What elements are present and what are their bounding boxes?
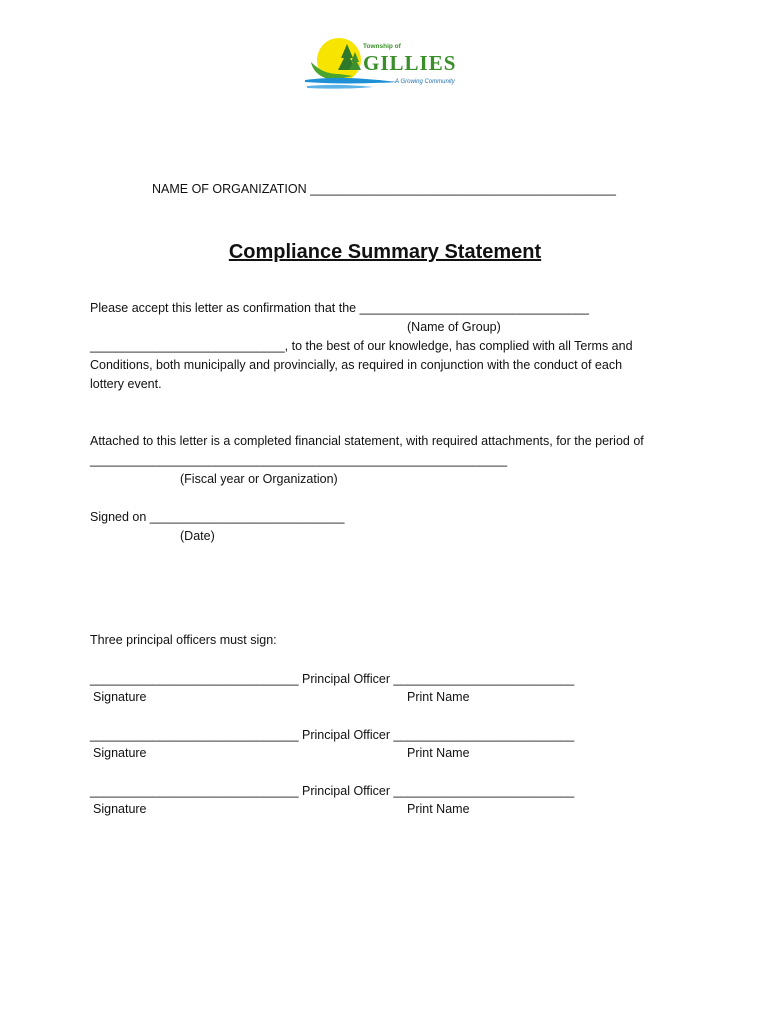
svg-text:Township of: Township of	[363, 43, 401, 50]
signed-on-line: Signed on ____________________________	[90, 510, 345, 524]
water-shape	[305, 78, 398, 84]
fiscal-year-caption: (Fiscal year or Organization)	[180, 472, 338, 486]
print-name-caption: Print Name	[407, 690, 470, 704]
para1-line3: Conditions, both municipally and provincially, as required in conjunction with the conduct of each	[90, 358, 623, 372]
organization-name-line: NAME OF ORGANIZATION ____________________________________________	[152, 182, 616, 196]
document-title: Compliance Summary Statement	[228, 241, 542, 263]
print-name-caption: Print Name	[407, 746, 470, 760]
township-logo	[303, 36, 473, 96]
para1-line1: Please accept this letter as confirmation that the _________________________________	[90, 301, 589, 315]
officer-signature-line: ______________________________ Principal Officer __________________________	[90, 672, 575, 686]
name-of-group-caption: (Name of Group)	[407, 320, 501, 334]
para1-line4: lottery event.	[90, 377, 162, 391]
officer-signature-line: ______________________________ Principal Officer __________________________	[90, 784, 575, 798]
para1-line2: ____________________________, to the best of our knowledge, has complied with all Terms and	[90, 339, 633, 353]
para2-line1: Attached to this letter is a completed financial statement, with required attachments, for the period of	[90, 434, 644, 448]
print-name-caption: Print Name	[407, 802, 470, 816]
svg-text:GILLIES: GILLIES	[363, 51, 457, 75]
signature-caption: Signature	[93, 690, 147, 704]
signature-caption: Signature	[93, 746, 147, 760]
svg-text:A Growing Community: A Growing Community	[395, 79, 455, 85]
officers-intro: Three principal officers must sign:	[90, 633, 277, 647]
water-shape-2	[307, 85, 373, 89]
gillies-logo-graphic	[303, 36, 473, 96]
officer-signature-line: ______________________________ Principal Officer __________________________	[90, 728, 575, 742]
period-blank-line: ____________________________________________________________	[90, 453, 508, 467]
date-caption: (Date)	[180, 529, 215, 543]
signature-caption: Signature	[93, 802, 147, 816]
